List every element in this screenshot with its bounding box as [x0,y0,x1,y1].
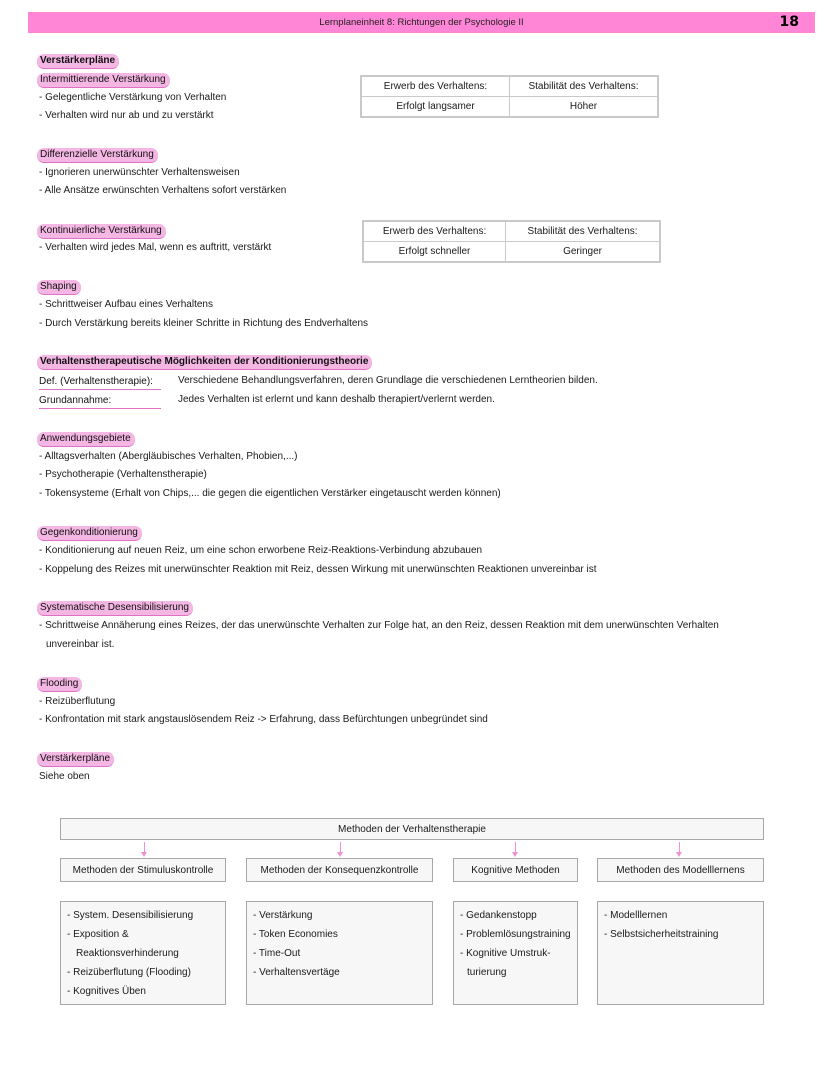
subheading-flooding: Flooding [37,677,82,692]
text-line: - Schrittweiser Aufbau eines Verhaltens [39,299,213,310]
table-value-erwerb: Erfolgt langsamer [361,97,510,118]
table-intermittierend [360,75,659,118]
list-item: - Selbstsicherheitstraining [604,929,719,940]
text-line: - Konfrontation mit stark angstauslösendem Reiz -> Erfahrung, dass Befürchtungen unbegründet sind [39,714,488,725]
list-item: - Time-Out [253,948,301,959]
subheading-kontinuierlich: Kontinuierliche Verstärkung [37,224,166,239]
arrow-down-icon [515,842,516,854]
list-item: - Token Economies [253,929,338,940]
category-box-modelllernen [597,858,764,882]
list-item: turierung [467,967,507,978]
table-header-stabilitaet: Stabilität des Verhaltens: [510,76,659,97]
text-line: - Alltagsverhalten (Abergläubisches Verhalten, Phobien,...) [39,451,298,462]
page-number: 18 [779,14,799,30]
category-box-konsequenzkontrolle [246,858,433,882]
diagram-top-label: Methoden der Verhaltenstherapie [338,824,486,835]
list-item: - Kognitive Umstruk- [460,948,551,959]
text-line: - Schrittweise Annäherung eines Reizes, der das unerwünschte Verhalten zur Folge hat, an den Reiz, dessen Reaktion mit dem unerwünschten Verhalten [39,620,719,631]
table-value-stabilitaet: Höher [510,97,659,118]
method-list-stimuluskontrolle [60,901,226,1005]
table-header-erwerb: Erwerb des Verhaltens: [363,221,506,242]
arrow-down-icon [679,842,680,854]
table-header-stabilitaet: Stabilität des Verhaltens: [506,221,660,242]
text-line: - Verhalten wird jedes Mal, wenn es auftritt, verstärkt [39,242,272,253]
header-bar [28,12,815,33]
category-box-stimuluskontrolle [60,858,226,882]
list-item: - System. Desensibilisierung [67,910,194,921]
definition-text: Verschiedene Behandlungsverfahren, deren Grundlage die verschiedenen Lerntheorien bilden. [178,375,598,386]
section-heading-therapie: Verhaltenstherapeutische Möglichkeiten der Konditionierungstheorie [37,355,372,370]
subheading-anwendungsgebiete: Anwendungsgebiete [37,432,135,447]
grundannahme-text: Jedes Verhalten ist erlernt und kann deshalb therapiert/verlernt werden. [178,394,495,405]
text-line: - Tokensysteme (Erhalt von Chips,... die gegen die eigentlichen Verstärker eingetauscht werden können) [39,488,501,499]
subheading-verstaerkerplaene: Verstärkerpläne [37,752,114,767]
text-line: - Gelegentliche Verstärkung von Verhalten [39,92,227,103]
table-value-stabilitaet: Geringer [506,242,660,263]
category-box-kognitive [453,858,578,882]
text-line: - Durch Verstärkung bereits kleiner Schritte in Richtung des Endverhaltens [39,318,369,329]
list-item: - Verstärkung [253,910,313,921]
text-line: unvereinbar ist. [46,639,115,650]
subheading-intermittierend: Intermittierende Verstärkung [37,73,170,88]
list-item: - Kognitives Üben [67,986,146,997]
method-list-modelllernen [597,901,764,1005]
arrow-down-icon [340,842,341,854]
list-item: - Problemlösungstraining [460,929,571,940]
text-line: - Psychotherapie (Verhaltenstherapie) [39,469,207,480]
category-label: Methoden der Konsequenzkontrolle [260,865,419,876]
table-header-erwerb: Erwerb des Verhaltens: [361,76,510,97]
list-item: - Reizüberflutung (Flooding) [67,967,191,978]
text-line: - Verhalten wird nur ab und zu verstärkt [39,110,214,121]
method-list-konsequenzkontrolle [246,901,433,1005]
text-line: Siehe oben [39,771,90,782]
list-item: Reaktionsverhinderung [76,948,179,959]
method-list-kognitive [453,901,578,1005]
text-line: - Koppelung des Reizes mit unerwünschter Reaktion mit Reiz, dessen Wirkung mit unerwünschten Reaktionen unvereinbar ist [39,564,597,575]
diagram-top-box [60,818,764,840]
subheading-shaping: Shaping [37,280,81,295]
list-item: - Modelllernen [604,910,668,921]
subheading-gegenkonditionierung: Gegenkonditionierung [37,526,142,541]
table-kontinuierlich [362,220,661,263]
text-line: - Konditionierung auf neuen Reiz, um eine schon erworbene Reiz-Reaktions-Verbindung abzubauen [39,545,483,556]
category-label: Methoden des Modelllernens [616,865,745,876]
subheading-desensibilisierung: Systematische Desensibilisierung [37,601,193,616]
grundannahme-label: Grundannahme: [39,394,161,409]
text-line: - Ignorieren unerwünschter Verhaltensweisen [39,167,240,178]
text-line: - Reizüberflutung [39,696,116,707]
list-item: - Verhaltensvertäge [253,967,340,978]
list-item: - Gedankenstopp [460,910,537,921]
category-label: Methoden der Stimuluskontrolle [72,865,214,876]
text-line: - Alle Ansätze erwünschten Verhaltens sofort verstärken [39,185,287,196]
page-title: Lernplaneinheit 8: Richtungen der Psychologie II [319,17,524,28]
subheading-differenziell: Differenzielle Verstärkung [37,148,158,163]
definition-label: Def. (Verhaltenstherapie): [39,375,161,390]
section-heading-verstaerkerplaene: Verstärkerpläne [37,54,119,69]
category-label: Kognitive Methoden [471,865,560,876]
list-item: - Exposition & [67,929,129,940]
table-value-erwerb: Erfolgt schneller [363,242,506,263]
arrow-down-icon [144,842,145,854]
